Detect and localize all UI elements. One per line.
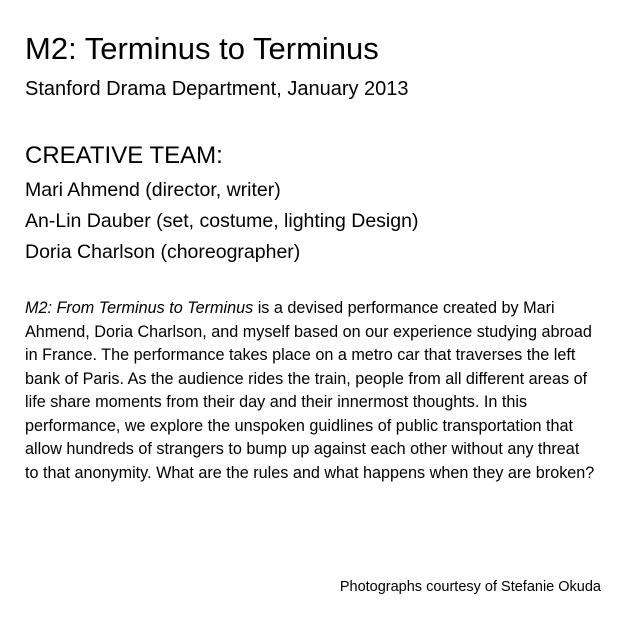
project-description — [25, 297, 595, 485]
creative-team-heading: CREATIVE TEAM: — [25, 142, 223, 169]
team-member-designer: An-Lin Dauber (set, costume, lighting Design) — [25, 210, 419, 232]
team-member-choreographer: Doria Charlson (choreographer) — [25, 241, 301, 263]
creative-team-list — [25, 175, 418, 268]
work-title: M2: From Terminus to Terminus — [25, 299, 254, 317]
photo-credit: Photographs courtesy of Stefanie Okuda — [339, 579, 601, 595]
description-body: is a devised performance created by Mari Ahmend, Doria Charlson, and myself based on our experience studying abroad in France. The performance takes place on a metro car that traverses the left bank of Paris. As the audience rides the train, people from all different areas of life share moments from their day and their innermost thoughts. In this performance, we explore the unspoken guidlines of public transportation that allow hundreds of strangers to bump up against each other without any threat to that anonymity. What are the rules and what happens when they are broken? — [25, 299, 595, 482]
team-member-director: Mari Ahmend (director, writer) — [25, 179, 281, 201]
page-subtitle: Stanford Drama Department, January 2013 — [25, 78, 409, 100]
page-title: M2: Terminus to Terminus — [25, 31, 379, 66]
